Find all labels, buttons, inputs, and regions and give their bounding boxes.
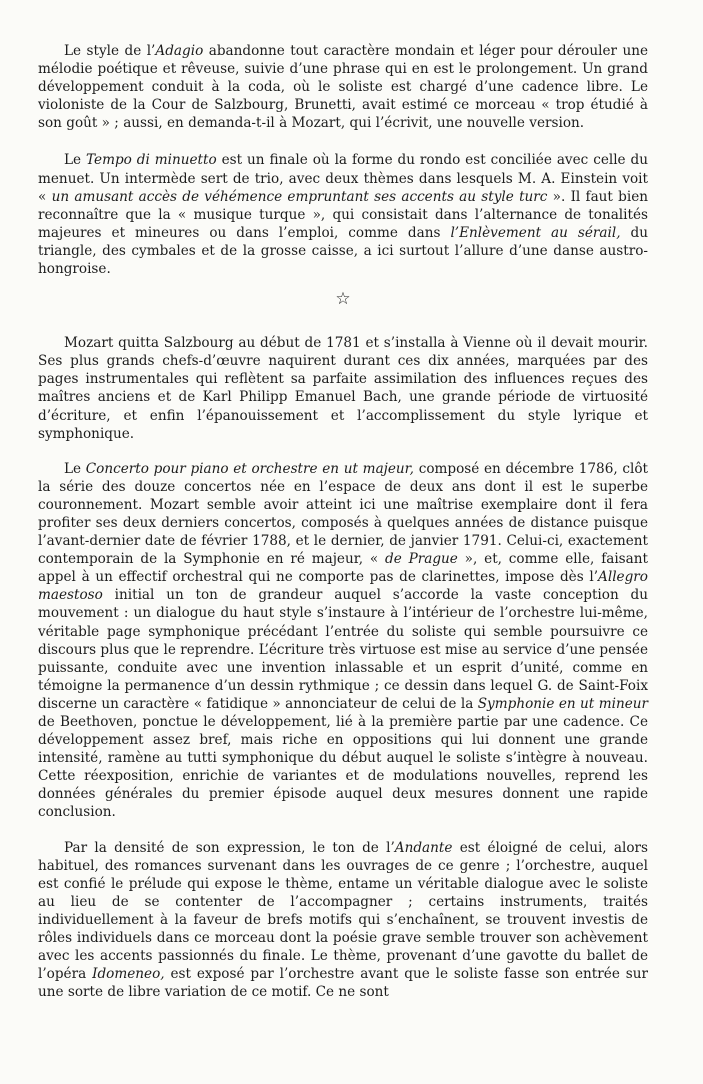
text-run: Le style de l’ [64,43,156,59]
text-run: Mozart quitta Salzbourg au début de 1781 et s’installa à Vienne où il devait mourir. Ses plus grands chefs-d’œuvre naquirent durant ces dix années, marquées par des pages instrumentales qui reflètent sa parfaite assimilation des influences reçues des maîtres anciens et de Karl Philipp Emanuel Bach, une grande période de virtuosité d’écriture, et enfin l’épanouissement et l’accomplissement du style lyrique et symphonique. [38,335,648,442]
text-run: Par la densité de son expression, le ton de l’ [64,839,395,856]
italic-title: Concerto pour piano et orchestre en ut majeur, [85,460,415,477]
text-run: initial un ton de grandeur auquel s’accorde la vaste conception du mouvement : un dialogue du haut style s’instaure à l’intérieur de l’orchestre lui-même, véritable page symphonique précédant l’entrée du soliste qui semble poursuivre ce discours plus que le reprendre. L’écriture très virtuose est mise au service d’une pensée puissante, conduite avec une invention inlassable et un esprit d’unité, comme en témoigne la permanence d’un dessin rythmique ; ce dessin dans lequel G. de Saint-Foix discerne un caractère « fatidique » annonciateur de celui de la [38,587,648,712]
text-run: ». Il faut bien reconnaître que la « musique turque », qui consistait dans l’alternance de tonalités majeures et mineures ou dans l’emploi, comme dans [38,188,649,241]
star-outline-icon: ☆ [335,289,351,310]
paragraph-concerto-ut-majeur [38,460,648,822]
text-column [38,42,648,1001]
italic-title: Tempo di minuetto [86,152,217,169]
paragraph-tempo-di-minuetto [38,151,648,278]
text-run: », et, comme elle, faisant appel à un effectif orchestral qui ne comporte pas de clarinettes, impose dès l’ [38,551,648,586]
paragraph-salzbourg-vienne [38,334,648,443]
italic-title: Adagio [155,43,204,59]
text-run: est éloigné de celui, alors habituel, des romances survenant dans les ouvrages de ce genre ; l’orchestre, auquel est confié le prélude qui expose le thème, entame un véritable dialogue avec le soliste au lieu de se contenter de l’accompagner ; certains instruments, traités individuellement à la faveur de brefs motifs qui s’enchaînent, se trouvent investis de rôles individuels dans ce morceau dont la poésie grave semble trouver son achèvement avec les accents passionnés du finale. Le thème, provenant d’une gavotte du ballet de l’opéra [38,839,648,983]
italic-title: Idomeneo, [92,966,165,983]
italic-title: Allegro maestoso [38,569,648,604]
text-run: de Beethoven, ponctue le développement, lié à la première partie par une cadence. Ce développement assez bref, mais riche en oppositions qui lui donnent une grande intensité, ramène au tutti symphonique du début auquel le soliste s’intègre à nouveau. Cette réexposition, enrichie de variantes et de modulations nouvelles, reprend les données générales du premier épisode auquel deux mesures donnent une rapide conclusion. [38,714,648,821]
italic-title: l’Enlèvement au sérail, [450,224,621,241]
paragraph-andante [38,839,648,1002]
text-run: du triangle, des cymbales et de la grosse caisse, a ici surtout l’allure d’une danse austro-hongroise. [38,224,648,278]
paragraph-adagio [38,42,648,132]
italic-title: de Prague [385,551,458,568]
text-run: abandonne tout caractère mondain et léger pour dérouler une mélodie poétique et rêveuse, suivie d’une phrase qui en est le prolongement. Un grand développement conduit à la coda, où le soliste est chargé d’une cadence libre. Le violoniste de la Cour de Salzbourg, Brunetti, avait estimé ce morceau « trop étudié à son goût » ; aussi, en demanda-t-il à Mozart, qui l’écrivit, une nouvelle version. [38,43,648,132]
text-run: Le [64,152,87,169]
italic-title: Symphonie en ut mineur [477,695,648,712]
text-run: est un finale où la forme du rondo est conciliée avec celle du menuet. Un intermède sert de trio, avec deux thèmes dans lesquels M. A. Einstein voit « [38,152,648,205]
text-run: composé en décembre 1786, clôt la série des douze concertos née en l’espace de deux ans dont il est le superbe couronnement. Mozart semble avoir atteint ici une maîtrise exemplaire dont il fera profiter ses deux derniers concertos, composés à quelques années de distance puisque l’avant-dernier date de février 1788, et le dernier, de janvier 1791. Celui-ci, exactement contemporain de la Symphonie en ré majeur, « [38,460,648,568]
text-run: Le [64,460,86,477]
italic-title: un amusant accès de véhémence empruntant ses accents au style turc [51,188,548,205]
text-run: est exposé par l’orchestre avant que le soliste fasse son entrée sur une sorte de libre variation de ce motif. Ce ne sont [38,966,648,1001]
italic-title: Andante [394,839,453,856]
